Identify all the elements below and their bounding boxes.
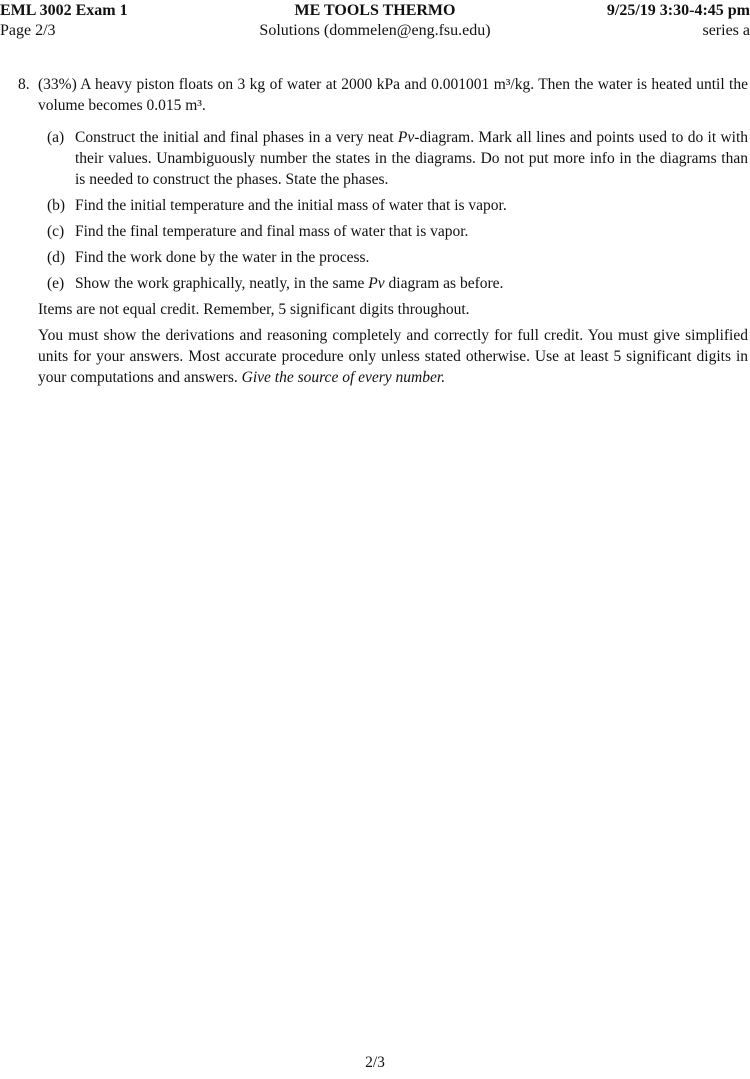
item-e-label: (e)	[47, 275, 65, 292]
item-c-label: (c)	[47, 223, 65, 240]
series-label: series a	[702, 21, 750, 39]
item-c-text: Find the final temperature and final mass of water that is vapor.	[75, 223, 469, 240]
credit-note: Items are not equal credit. Remember, 5 significant digits throughout.	[38, 301, 470, 318]
item-a-italic-pv: Pv	[397, 129, 415, 146]
header-right-column	[563, 1, 750, 40]
header-left-column	[0, 1, 188, 40]
item-e-italic-pv: Pv	[368, 275, 385, 292]
page-header	[0, 1, 750, 40]
solutions-contact-line: Solutions (dommelen@eng.fsu.edu)	[259, 21, 491, 39]
page-footer	[0, 1052, 750, 1073]
question-statement	[18, 74, 748, 116]
instructions-note	[38, 325, 748, 388]
question-item-a	[47, 127, 748, 190]
item-e-text-post: diagram as before.	[384, 275, 504, 292]
exam-title: EML 3002 Exam 1	[0, 2, 128, 19]
instructions-note-italic: Give the source of every number.	[241, 369, 446, 386]
footer-page-number: 2/3	[365, 1054, 385, 1071]
item-d-text: Find the work done by the water in the process.	[75, 249, 370, 266]
page-indicator: Page 2/3	[0, 21, 56, 39]
exam-datetime: 9/25/19 3:30-4:45 pm	[606, 2, 750, 19]
item-a-text-post: -diagram. Mark all lines and points used to do it with their values. Unambiguously number the states in the diagrams. Do not put more info in the diagrams than is needed to construct the phases. State the phases.	[75, 129, 748, 188]
item-a-label: (a)	[47, 129, 65, 146]
course-title: ME TOOLS THERMO	[294, 2, 456, 19]
item-b-text: Find the initial temperature and the initial mass of water that is vapor.	[75, 197, 507, 214]
item-e-text-pre: Show the work graphically, neatly, in the same	[75, 275, 369, 292]
question-item-e	[47, 273, 748, 294]
question-item-c	[47, 221, 748, 242]
question-body-text: (33%) A heavy piston floats on 3 kg of water at 2000 kPa and 0.001001 m³/kg. Then the water is heated until the volume becomes 0.015 m³.	[38, 76, 748, 114]
question-item-d	[47, 247, 748, 268]
question-item-b	[47, 195, 748, 216]
item-d-label: (d)	[47, 249, 66, 266]
item-a-text-pre: Construct the initial and final phases in a very neat	[75, 129, 398, 146]
question-block	[0, 74, 750, 388]
instructions-note-text: You must show the derivations and reasoning completely and correctly for full credit. You must give simplified units for your answers. Most accurate procedure only unless stated otherwise. Use at least 5 significant digits in your computations and answers.	[38, 327, 748, 386]
question-number: 8.	[18, 76, 30, 93]
item-b-label: (b)	[47, 197, 66, 214]
header-center-column	[188, 1, 563, 40]
